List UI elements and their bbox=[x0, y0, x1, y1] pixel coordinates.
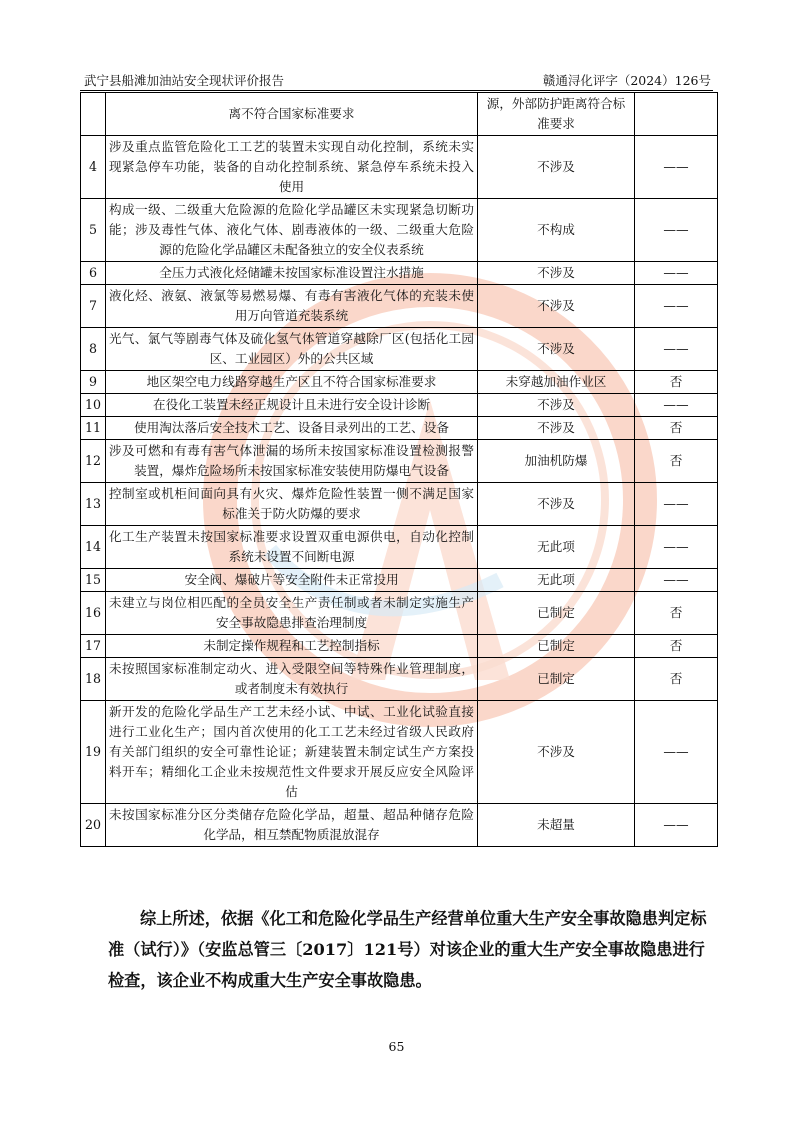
table-row bbox=[81, 483, 718, 526]
cell-item: 涉及可燃和有毒有害气体泄漏的场所未按国家标准设置检测报警装置，爆炸危险场所未按国家标准安装使用防爆电气设备 bbox=[106, 440, 478, 483]
cell-check: 未超量 bbox=[478, 804, 635, 847]
table-row bbox=[81, 199, 718, 262]
cell-item: 液化烃、液氨、液氯等易燃易爆、有毒有害液化气体的充装未使用万向管道充装系统 bbox=[106, 285, 478, 328]
table-row-continuation bbox=[81, 93, 718, 136]
cell-no: 12 bbox=[81, 440, 106, 483]
cell-check: 不涉及 bbox=[478, 136, 635, 199]
table-row bbox=[81, 635, 718, 658]
cell-result: —— bbox=[635, 483, 718, 526]
cell-check: 不构成 bbox=[478, 199, 635, 262]
cell-item: 新开发的危险化学品生产工艺未经小试、中试、工业化试验直接进行工业化生产；国内首次使用的化工工艺未经过省级人民政府有关部门组织的安全可靠性论证；新建装置未制定试生产方案投料开车；精细化工企业未按规范性文件要求开展反应安全风险评估 bbox=[106, 701, 478, 804]
cell-item: 涉及重点监管危险化工工艺的装置未实现自动化控制，系统未实现紧急停车功能，装备的自动化控制系统、紧急停车系统未投入使用 bbox=[106, 136, 478, 199]
table-row bbox=[81, 136, 718, 199]
cell-result: —— bbox=[635, 701, 718, 804]
report-title: 武宁县船滩加油站安全现状评价报告 bbox=[84, 73, 285, 88]
cell-result: —— bbox=[635, 526, 718, 569]
table-row bbox=[81, 658, 718, 701]
cell-no: 7 bbox=[81, 285, 106, 328]
cell-result: —— bbox=[635, 328, 718, 371]
cell-item: 未按国家标准分区分类储存危险化学品，超量、超品种储存危险化学品，相互禁配物质混放混存 bbox=[106, 804, 478, 847]
table-row bbox=[81, 417, 718, 440]
cell-item: 未建立与岗位相匹配的全员安全生产责任制或者未制定实施生产安全事故隐患排查治理制度 bbox=[106, 592, 478, 635]
report-number: 赣通浔化评字（2024）126号 bbox=[542, 73, 711, 88]
cell-result: 否 bbox=[635, 658, 718, 701]
cell-item: 控制室或机柜间面向具有火灾、爆炸危险性装置一侧不满足国家标准关于防火防爆的要求 bbox=[106, 483, 478, 526]
cell-result: 否 bbox=[635, 417, 718, 440]
cell-check: 源，外部防护距离符合标准要求 bbox=[478, 93, 635, 136]
cell-check: 已制定 bbox=[478, 635, 635, 658]
cell-item: 离不符合国家标准要求 bbox=[106, 93, 478, 136]
cell-item: 光气、氯气等剧毒气体及硫化氢气体管道穿越除厂区(包括化工园区、工业园区）外的公共区域 bbox=[106, 328, 478, 371]
cell-check: 无此项 bbox=[478, 569, 635, 592]
page-header bbox=[80, 70, 713, 91]
cell-check: 不涉及 bbox=[478, 483, 635, 526]
cell-check: 不涉及 bbox=[478, 701, 635, 804]
cell-no: 17 bbox=[81, 635, 106, 658]
cell-result: 否 bbox=[635, 635, 718, 658]
cell-no: 16 bbox=[81, 592, 106, 635]
cell-result bbox=[635, 93, 718, 136]
cell-no: 4 bbox=[81, 136, 106, 199]
cell-item: 化工生产装置未按国家标准要求设置双重电源供电，自动化控制系统未设置不间断电源 bbox=[106, 526, 478, 569]
cell-no: 8 bbox=[81, 328, 106, 371]
cell-result: —— bbox=[635, 199, 718, 262]
cell-check: 不涉及 bbox=[478, 262, 635, 285]
table-row bbox=[81, 569, 718, 592]
cell-result: —— bbox=[635, 804, 718, 847]
cell-no: 14 bbox=[81, 526, 106, 569]
cell-no: 15 bbox=[81, 569, 106, 592]
table-row bbox=[81, 804, 718, 847]
cell-no: 6 bbox=[81, 262, 106, 285]
cell-item: 地区架空电力线路穿越生产区且不符合国家标准要求 bbox=[106, 371, 478, 394]
table-row bbox=[81, 440, 718, 483]
cell-check: 不涉及 bbox=[478, 328, 635, 371]
cell-result: 否 bbox=[635, 592, 718, 635]
cell-check: 未穿越加油作业区 bbox=[478, 371, 635, 394]
cell-result: —— bbox=[635, 394, 718, 417]
cell-no: 18 bbox=[81, 658, 106, 701]
cell-no: 13 bbox=[81, 483, 106, 526]
cell-check: 不涉及 bbox=[478, 417, 635, 440]
cell-no: 9 bbox=[81, 371, 106, 394]
cell-item: 在役化工装置未经正规设计且未进行安全设计诊断 bbox=[106, 394, 478, 417]
cell-result: —— bbox=[635, 136, 718, 199]
table-row bbox=[81, 394, 718, 417]
hazard-check-table bbox=[80, 92, 718, 847]
table-row bbox=[81, 328, 718, 371]
cell-item: 全压力式液化烃储罐未按国家标准设置注水措施 bbox=[106, 262, 478, 285]
cell-no bbox=[81, 93, 106, 136]
cell-no: 11 bbox=[81, 417, 106, 440]
cell-result: —— bbox=[635, 285, 718, 328]
cell-item: 构成一级、二级重大危险源的危险化学品罐区未实现紧急切断功能；涉及毒性气体、液化气体、剧毒液体的一级、二级重大危险源的危险化学品罐区未配备独立的安全仪表系统 bbox=[106, 199, 478, 262]
cell-result: 否 bbox=[635, 440, 718, 483]
cell-check: 无此项 bbox=[478, 526, 635, 569]
cell-item: 安全阀、爆破片等安全附件未正常投用 bbox=[106, 569, 478, 592]
cell-no: 20 bbox=[81, 804, 106, 847]
table-row bbox=[81, 371, 718, 394]
table-row bbox=[81, 701, 718, 804]
cell-check: 已制定 bbox=[478, 658, 635, 701]
page-number: 65 bbox=[388, 1039, 405, 1054]
summary-paragraph: 综上所述，依据《化工和危险化学品生产经营单位重大生产安全事故隐患判定标准（试行）》（安监总管三〔2017〕121号）对该企业的重大生产安全事故隐患进行检查，该企业不构成重大生产安全事故隐患。 bbox=[108, 909, 707, 990]
cell-check: 不涉及 bbox=[478, 285, 635, 328]
cell-check: 已制定 bbox=[478, 592, 635, 635]
cell-result: 否 bbox=[635, 371, 718, 394]
cell-result: —— bbox=[635, 569, 718, 592]
table-row bbox=[81, 592, 718, 635]
table-row bbox=[81, 526, 718, 569]
cell-result: —— bbox=[635, 262, 718, 285]
cell-item: 未制定操作规程和工艺控制指标 bbox=[106, 635, 478, 658]
table-row bbox=[81, 285, 718, 328]
cell-item: 使用淘汰落后安全技术工艺、设备目录列出的工艺、设备 bbox=[106, 417, 478, 440]
cell-no: 5 bbox=[81, 199, 106, 262]
cell-item: 未按照国家标准制定动火、进入受限空间等特殊作业管理制度，或者制度未有效执行 bbox=[106, 658, 478, 701]
cell-no: 19 bbox=[81, 701, 106, 804]
cell-no: 10 bbox=[81, 394, 106, 417]
cell-check: 不涉及 bbox=[478, 394, 635, 417]
cell-check: 加油机防爆 bbox=[478, 440, 635, 483]
table-row bbox=[81, 262, 718, 285]
